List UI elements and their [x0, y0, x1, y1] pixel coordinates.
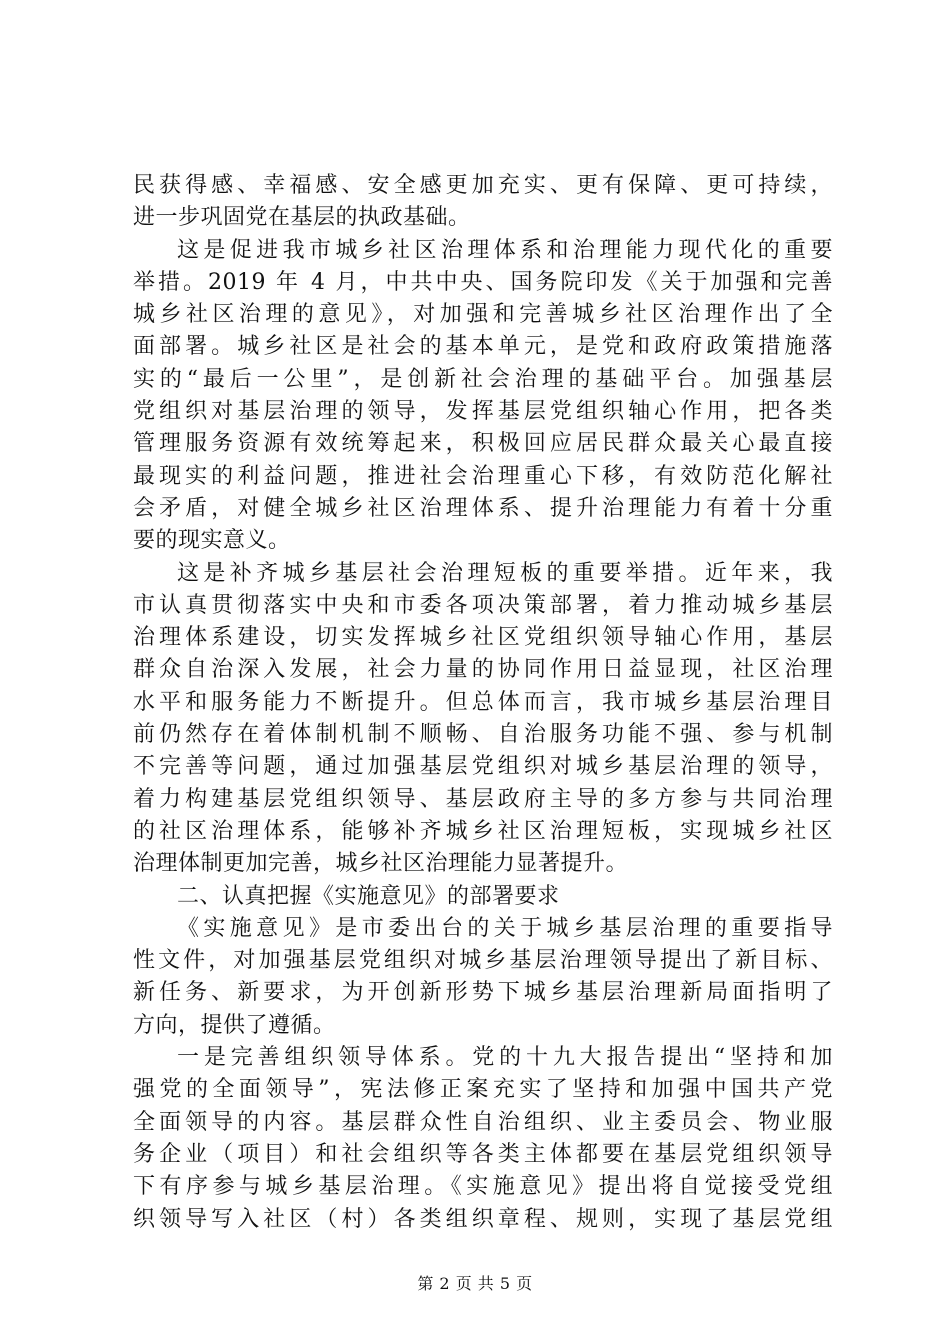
text-line: 党组织对基层治理的领导，发挥基层党组织轴心作用，把各类: [133, 399, 833, 425]
text-line: 管理服务资源有效统筹起来，积极回应居民群众最关心最直接: [133, 431, 833, 457]
text-line: 市认真贯彻落实中央和市委各项决策部署，着力推动城乡基层: [133, 592, 833, 618]
text-line: 方向，提供了遵循。: [133, 1012, 336, 1038]
body-text: [133, 170, 833, 1236]
text-line: 会矛盾，对健全城乡社区治理体系、提升治理能力有着十分重: [133, 495, 833, 521]
text-line: 群众自治深入发展，社会力量的协同作用日益显现，社区治理: [133, 657, 833, 683]
text-line: 性文件，对加强基层党组织对城乡基层治理领导提出了新目标、: [133, 948, 833, 974]
text-line: 新任务、新要求，为开创新形势下城乡基层治理新局面指明了: [133, 980, 833, 1006]
text-line: 这是补齐城乡基层社会治理短板的重要举措。近年来，我: [177, 560, 833, 586]
text-line: 着力构建基层党组织领导、基层政府主导的多方参与共同治理: [133, 786, 833, 812]
text-line: 最现实的利益问题，推进社会治理重心下移，有效防范化解社: [133, 463, 833, 489]
text-line: 治理体系建设，切实发挥城乡社区党组织领导轴心作用，基层: [133, 625, 833, 651]
text-line: 一是完善组织领导体系。党的十九大报告提出“坚持和加: [177, 1045, 833, 1071]
text-line: 城乡社区治理的意见》，对加强和完善城乡社区治理作出了全: [133, 302, 833, 328]
text-line: 强党的全面领导”，宪法修正案充实了坚持和加强中国共产党: [133, 1077, 833, 1103]
text-line: 织领导写入社区（村）各类组织章程、规则，实现了基层党组: [133, 1206, 833, 1232]
text-line: 民获得感、幸福感、安全感更加充实、更有保障、更可持续，: [133, 173, 833, 198]
text-line: 不完善等问题，通过加强基层党组织对城乡基层治理的领导，: [133, 754, 833, 780]
text-line: 全面领导的内容。基层群众性自治组织、业主委员会、物业服: [133, 1109, 833, 1135]
text-line: 进一步巩固党在基层的执政基础。: [133, 205, 471, 231]
text-line: 举措。2019 年 4 月，中共中央、国务院印发《关于加强和完善: [133, 269, 833, 295]
text-line: 下有序参与城乡基层治理。《实施意见》提出将自觉接受党组: [133, 1174, 833, 1200]
text-line: 这是促进我市城乡社区治理体系和治理能力现代化的重要: [177, 237, 833, 263]
text-line: 面部署。城乡社区是社会的基本单元，是党和政府政策措施落: [133, 334, 833, 360]
text-line: 水平和服务能力不断提升。但总体而言，我市城乡基层治理目: [133, 689, 833, 715]
text-line: 二、认真把握《实施意见》的部署要求: [177, 883, 560, 909]
text-line: 务企业（项目）和社会组织等各类主体都要在基层党组织领导: [133, 1141, 833, 1167]
text-line: 的社区治理体系，能够补齐城乡社区治理短板，实现城乡社区: [133, 818, 833, 844]
text-line: 前仍然存在着体制机制不顺畅、自治服务功能不强、参与机制: [133, 722, 833, 748]
text-line: 要的现实意义。: [133, 528, 291, 554]
page-footer: 第 2 页 共 5 页: [417, 1274, 533, 1293]
text-line: 治理体制更加完善，城乡社区治理能力显著提升。: [133, 851, 629, 877]
text-line: 实的“最后一公里”，是创新社会治理的基础平台。加强基层: [133, 366, 833, 392]
text-line: 《实施意见》是市委出台的关于城乡基层治理的重要指导: [177, 915, 833, 941]
